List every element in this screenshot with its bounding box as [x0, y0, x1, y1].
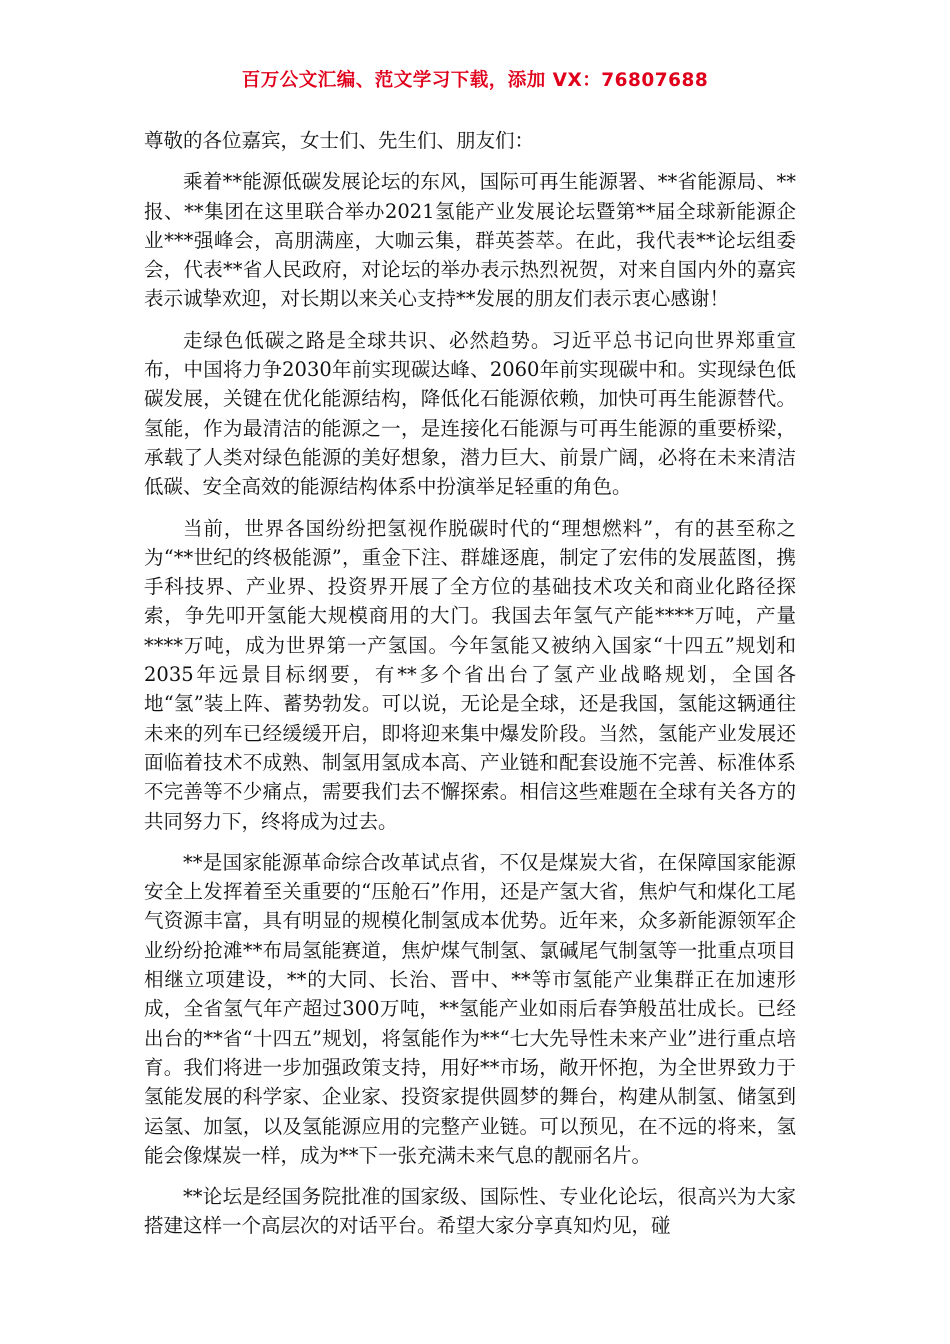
- paragraph-province-hydrogen: **是国家能源革命综合改革试点省，不仅是煤炭大省，在保障国家能源安全上发挥着至关重要的“压舱石”作用，还是产氢大省，焦炉气和煤化工尾气资源丰富，具有明显的规模化制氢成本优势。近年来，众多新能源领军企业纷纷抢滩**布局氢能赛道，焦炉煤气制氢、氯碱尾气制氢等一批重点项目相继立项建设，**的大同、长治、晋中、**等市氢能产业集群正在加速形成，全省氢气年产超过300万吨，**氢能产业如雨后春笋般茁壮成长。已经出台的**省“十四五”规划，将氢能作为**“七大先导性未来产业”进行重点培育。我们将进一步加强政策支持，用好**市场，敞开怀抱，为全世界致力于氢能发展的科学家、企业家、投资家提供圆梦的舞台，构建从制氢、储氢到运氢、加氢，以及氢能源应用的完整产业链。可以预见，在不远的将来，氢能会像煤炭一样，成为**下一张充满未来气息的靓丽名片。: [144, 850, 796, 1167]
- paragraph-forum-platform: **论坛是经国务院批准的国家级、国际性、专业化论坛，很高兴为大家搭建这样一个高层次的对话平台。希望大家分享真知灼见，碰: [144, 1185, 796, 1238]
- document-body: [144, 126, 796, 1253]
- paragraph-opening-thanks: 乘着**能源低碳发展论坛的东风，国际可再生能源署、**省能源局、**报、**集团在这里联合举办2021氢能产业发展论坛暨第**届全球新能源企业***强峰会，高朋满座，大咖云集，群英荟萃。在此，我代表**论坛组委会，代表**省人民政府，对论坛的举办表示热烈祝贺，对来自国内外的嘉宾表示诚挚欢迎，对长期以来关心支持**发展的朋友们表示衷心感谢！: [144, 170, 796, 311]
- paragraph-green-low-carbon: 走绿色低碳之路是全球共识、必然趋势。习近平总书记向世界郑重宣布，中国将力争2030年前实现碳达峰、2060年前实现碳中和。实现绿色低碳发展，关键在优化能源结构，降低化石能源依赖，加快可再生能源替代。氢能，作为最清洁的能源之一，是连接化石能源与可再生能源的重要桥梁，承载了人类对绿色能源的美好想象，潜力巨大、前景广阔，必将在未来清洁低碳、安全高效的能源结构体系中扮演举足轻重的角色。: [144, 328, 796, 499]
- paragraph-global-hydrogen: 当前，世界各国纷纷把氢视作脱碳时代的“理想燃料”，有的甚至称之为“**世纪的终极能源”，重金下注、群雄逐鹿，制定了宏伟的发展蓝图，携手科技界、产业界、投资界开展了全方位的基础技术攻关和商业化路径探索，争先叩开氢能大规模商用的大门。我国去年氢气产能****万吨，产量****万吨，成为世界第一产氢国。今年氢能又被纳入国家“十四五”规划和2035年远景目标纲要，有**多个省出台了氢产业战略规划，全国各地“氢”装上阵、蓄势勃发。可以说，无论是全球，还是我国，氢能这辆通往未来的列车已经缓缓开启，即将迎来集中爆发阶段。当然，氢能产业发展还面临着技术不成熟、制氢用氢成本高、产业链和配套设施不完善、标准体系不完善等不少痛点，需要我们去不懈探索。相信这些难题在全球有关各方的共同努力下，终将成为过去。: [144, 516, 796, 833]
- promo-banner: 百万公文汇编、范文学习下载，添加 VX：76807688: [241, 70, 709, 91]
- salutation: 尊敬的各位嘉宾，女士们、先生们、朋友们：: [144, 129, 535, 152]
